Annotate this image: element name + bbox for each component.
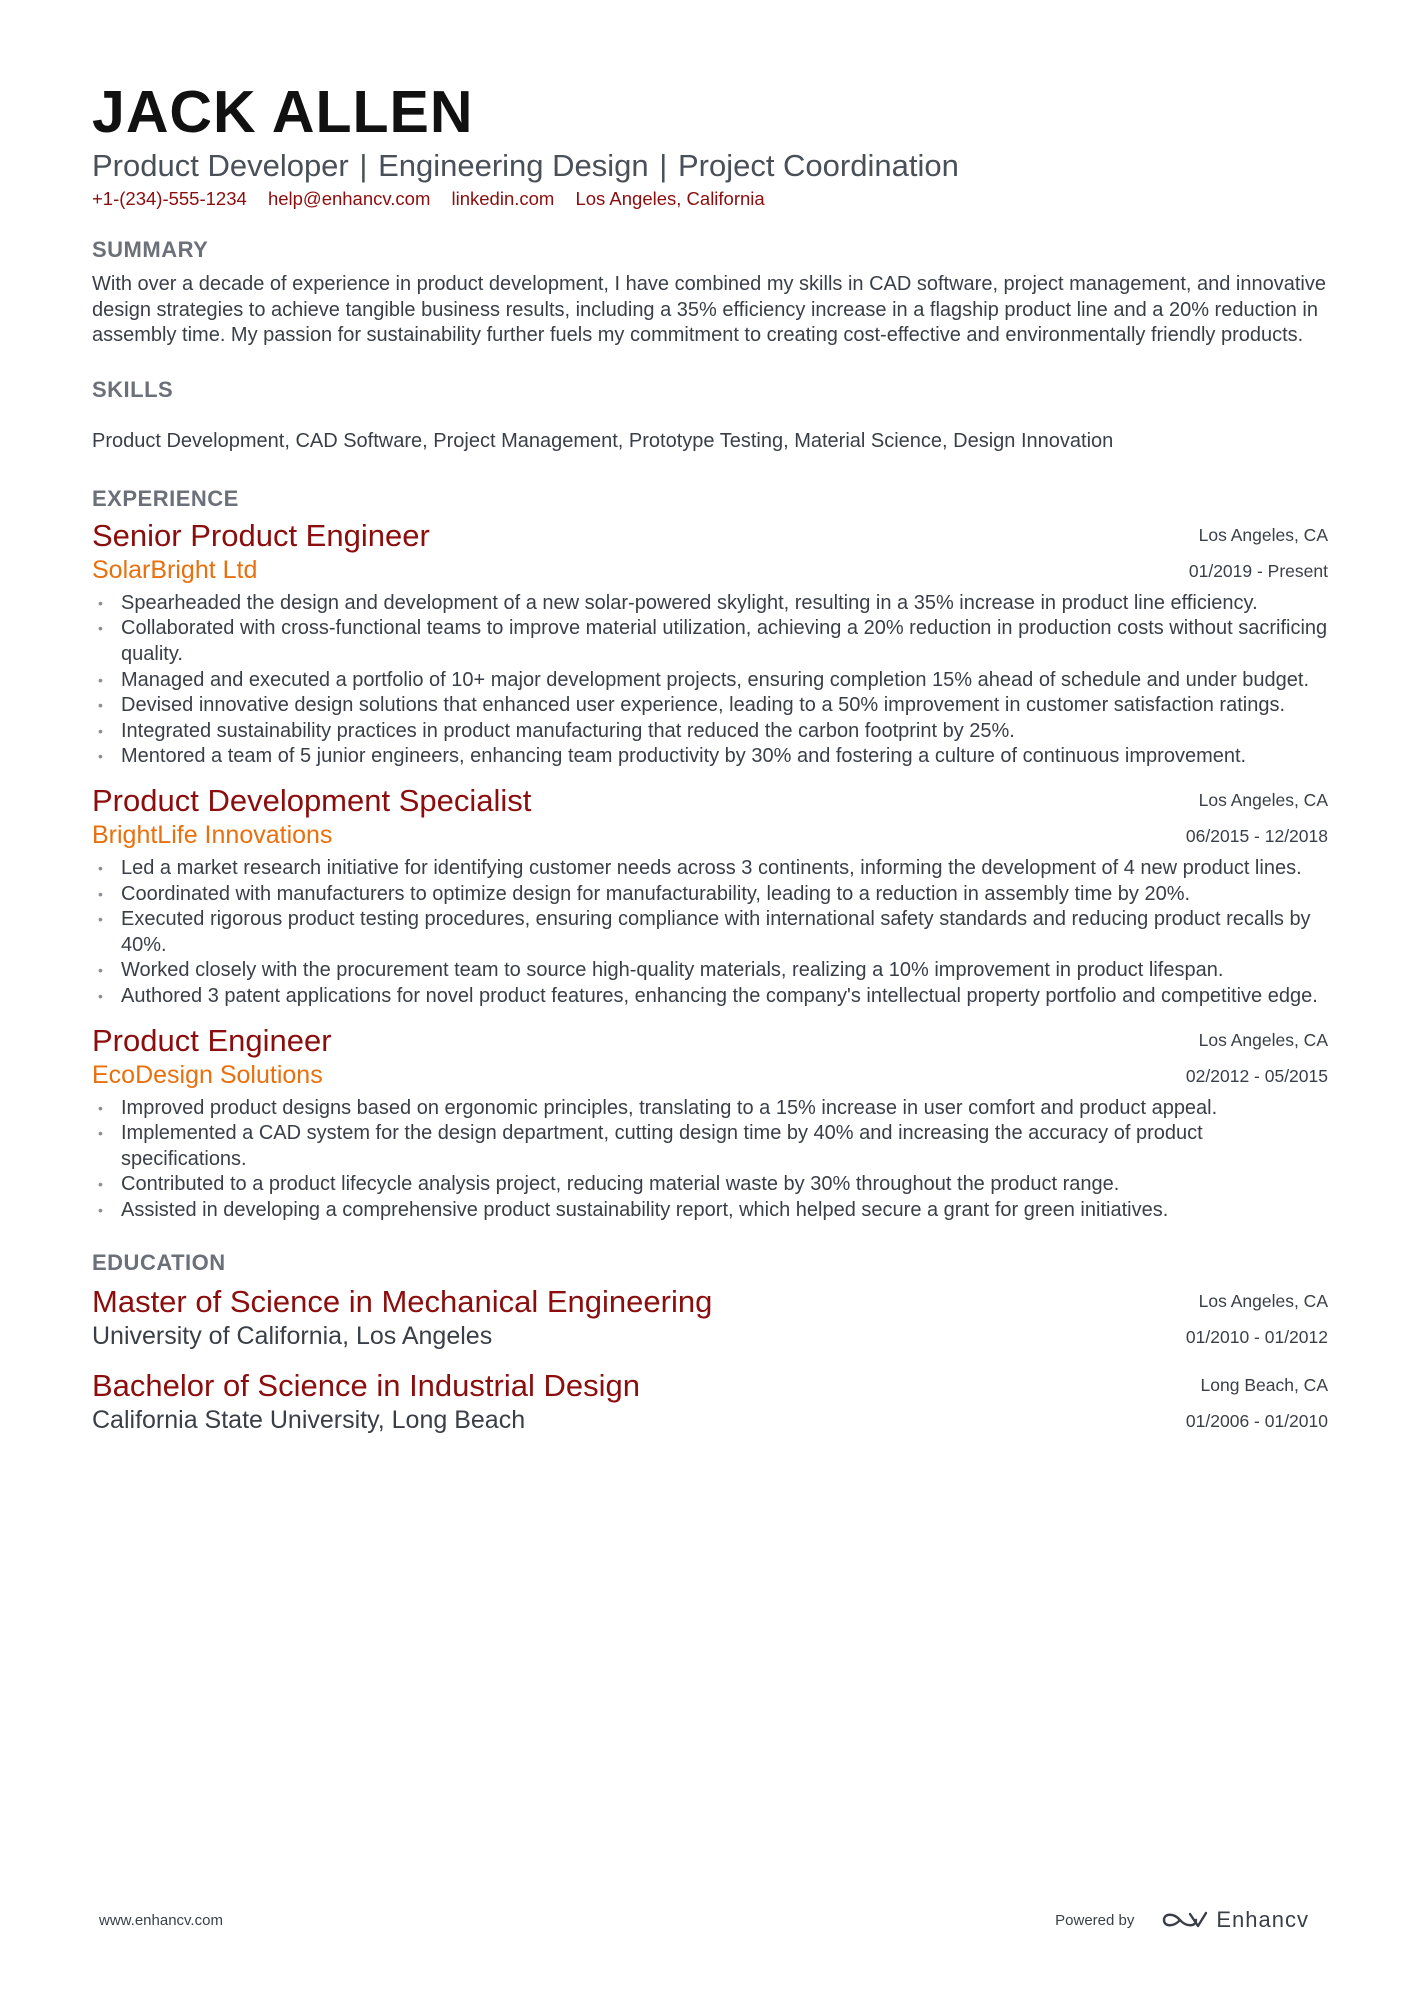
headline-separator: |: [659, 148, 668, 183]
job-dates: 06/2015 - 12/2018: [1185, 825, 1328, 846]
job-dates: 02/2012 - 05/2015: [1185, 1065, 1328, 1086]
list-item: • Collaborated with cross-functional teams to improve material utilization, achieving a 20% reduction in production costs without sacrificing quality.: [98, 617, 1328, 665]
bullet-icon: •: [98, 1176, 103, 1193]
list-item: • Contributed to a product lifecycle analysis project, reducing material waste by 30% throughout the product range.: [92, 1172, 1328, 1198]
resume-header: [92, 78, 1328, 212]
school-location: Long Beach, CA: [1200, 1375, 1328, 1396]
list-item: • Authored 3 patent applications for novel product features, enhancing the company's intellectual property portfolio and competitive edge.: [92, 984, 1328, 1010]
job-title: Product Development Specialist: [92, 782, 532, 818]
list-item: • Implemented a CAD system for the design department, cutting design time by 40% and increasing the accuracy of product specifications.: [98, 1122, 1203, 1170]
headline-role-3: Project Coordination: [677, 148, 959, 183]
experience-entry: [92, 517, 1328, 770]
footer-website-link[interactable]: www.enhancv.com: [99, 1911, 223, 1929]
section-title-skills: SKILLS: [92, 376, 174, 402]
powered-by-label: Powered by: [1055, 1911, 1135, 1929]
experience-entry: [92, 1022, 1328, 1224]
section-title-summary: SUMMARY: [92, 237, 209, 262]
list-item: • Improved product designs based on ergonomic principles, translating to a 15% increase in user comfort and product appeal.: [92, 1096, 1328, 1122]
list-item: • Spearheaded the design and development of a new solar-powered skylight, resulting in a 35% increase in product line efficiency.: [92, 591, 1328, 617]
list-item: • Mentored a team of 5 junior engineers, enhancing team productivity by 30% and fostering a culture of continuous improvement.: [92, 744, 1328, 770]
job-bullets: [92, 856, 1328, 1010]
bullet-icon: •: [98, 697, 103, 714]
bullet-icon: •: [98, 594, 103, 611]
experience-section: [92, 485, 1328, 1224]
list-item: • Integrated sustainability practices in product manufacturing that reduced the carbon footprint by 25%.: [92, 719, 1328, 745]
contact-email[interactable]: help@enhancv.com: [267, 188, 431, 209]
bullet-icon: •: [98, 722, 103, 739]
candidate-name: JACK ALLEN: [92, 79, 474, 145]
school-dates: 01/2010 - 01/2012: [1185, 1327, 1328, 1348]
contact-location: Los Angeles, California: [575, 188, 765, 209]
contact-info: [92, 186, 1328, 212]
experience-entry: [92, 782, 1328, 1010]
job-bullets: [92, 591, 1328, 770]
headline: [92, 146, 1328, 186]
education-entry: [92, 1367, 1328, 1439]
contact-linkedin[interactable]: linkedin.com: [451, 188, 555, 209]
headline-role-2: Engineering Design: [378, 148, 649, 183]
skills-section: [92, 376, 1328, 454]
list-item: • Assisted in developing a comprehensive product sustainability report, which helped secure a grant for green initiatives.: [92, 1198, 1328, 1224]
list-item: • Worked closely with the procurement team to source high-quality materials, realizing a 10% improvement in product lifespan.: [92, 958, 1328, 984]
bullet-icon: •: [98, 1201, 103, 1218]
section-title-experience: EXPERIENCE: [92, 485, 239, 511]
headline-separator: |: [359, 148, 368, 183]
skills-list: Product Development, CAD Software, Project Management, Prototype Testing, Material Science, Design Innovation: [92, 429, 1114, 452]
bullet-icon: •: [98, 1125, 103, 1142]
enhancv-logo-icon: [1160, 1908, 1208, 1932]
education-section: [92, 1249, 1328, 1439]
education-entry: [92, 1283, 1328, 1355]
section-title-education: EDUCATION: [92, 1250, 226, 1276]
degree-title: Master of Science in Mechanical Engineering: [92, 1284, 713, 1320]
job-title: Product Engineer: [92, 1022, 332, 1058]
bullet-icon: •: [98, 620, 103, 637]
bullet-icon: •: [98, 859, 103, 876]
list-item: • Managed and executed a portfolio of 10+ major development projects, ensuring completion 15% ahead of schedule and under budget.: [92, 668, 1328, 694]
headline-role-1: Product Developer: [92, 148, 349, 183]
bullet-icon: •: [98, 962, 103, 979]
school-name: University of California, Los Angeles: [92, 1322, 493, 1351]
list-item: • Executed rigorous product testing procedures, ensuring compliance with international safety standards and reducing product recalls by 40%.: [98, 908, 1311, 956]
brand-name: Enhancv: [1216, 1907, 1309, 1932]
company-name: EcoDesign Solutions: [92, 1060, 323, 1089]
list-item: • Devised innovative design solutions that enhanced user experience, leading to a 50% improvement in customer satisfaction ratings.: [92, 693, 1328, 719]
job-dates: 01/2019 - Present: [1188, 560, 1328, 581]
bullet-icon: •: [98, 671, 103, 688]
company-name: BrightLife Innovations: [92, 820, 333, 849]
page-footer: [99, 1907, 1309, 1933]
bullet-icon: •: [98, 748, 103, 765]
list-item: • Led a market research initiative for identifying customer needs across 3 continents, informing the development of 4 new product lines.: [92, 856, 1328, 882]
summary-text: With over a decade of experience in product development, I have combined my skills in CAD software, project management, and innovative design strategies to achieve tangible business results, including a 35% efficiency increase in a flagship product line and a 20% reduction in assembly time. My passion for sustainability further fuels my commitment to creating cost-effective and environmentally friendly products.: [92, 273, 1326, 347]
company-name: SolarBright Ltd: [92, 555, 258, 584]
bullet-icon: •: [98, 1099, 103, 1116]
resume-page: [92, 78, 1328, 1439]
job-location: Los Angeles, CA: [1198, 524, 1328, 545]
school-location: Los Angeles, CA: [1198, 1291, 1328, 1312]
bullet-icon: •: [98, 987, 103, 1004]
brand-logo[interactable]: [1160, 1907, 1309, 1933]
job-bullets: [92, 1096, 1328, 1224]
school-name: California State University, Long Beach: [92, 1406, 526, 1435]
contact-phone[interactable]: +1-(234)-555-1234: [92, 188, 247, 209]
job-location: Los Angeles, CA: [1198, 1029, 1328, 1050]
job-title: Senior Product Engineer: [92, 517, 430, 553]
powered-by: [1055, 1907, 1309, 1933]
bullet-icon: •: [98, 911, 103, 928]
school-dates: 01/2006 - 01/2010: [1185, 1411, 1328, 1432]
list-item: • Coordinated with manufacturers to optimize design for manufacturability, leading to a reduction in assembly time by 20%.: [92, 882, 1328, 908]
bullet-icon: •: [98, 885, 103, 902]
degree-title: Bachelor of Science in Industrial Design: [92, 1368, 640, 1404]
summary-section: [92, 236, 1328, 349]
job-location: Los Angeles, CA: [1198, 789, 1328, 810]
